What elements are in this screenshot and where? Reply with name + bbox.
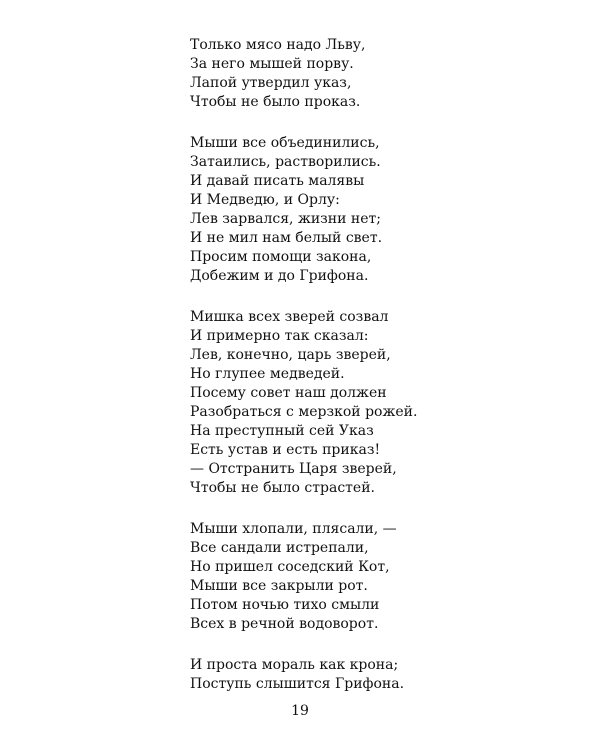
poem-line: Мыши все объединились,: [190, 135, 380, 151]
poem-line: Добежим и до Грифона.: [190, 268, 369, 284]
poem-line: Просим помощи закона,: [190, 249, 372, 265]
poem-line: Всех в речной водоворот.: [190, 616, 379, 632]
stanza-4: [190, 520, 510, 634]
poem-line: Но глупее медведей.: [190, 366, 345, 382]
poem-line: И давай писать малявы: [190, 173, 365, 189]
poem-line: Посему совет наш должен: [190, 385, 387, 401]
poem-line: Затаились, растворились.: [190, 154, 381, 170]
poem-line: Но пришел соседский Кот,: [190, 559, 390, 575]
poem: [190, 36, 510, 716]
poem-line: Есть устав и есть приказ!: [190, 442, 381, 458]
stanza-5: [190, 656, 510, 694]
poem-line: Лев зарвался, жизни нет;: [190, 211, 381, 227]
poem-line: И Медведю, и Орлу:: [190, 192, 340, 208]
poem-line: За него мышей порву.: [190, 56, 354, 72]
poem-line: Чтобы не было проказ.: [190, 94, 361, 110]
poem-line: Чтобы не было страстей.: [190, 480, 375, 496]
poem-line: Поступь слышится Грифона.: [190, 676, 405, 692]
poem-line: И примерно так сказал:: [190, 328, 369, 344]
poem-line: Потом ночью тихо смыли: [190, 597, 380, 613]
poem-line: Лапой утвердил указ,: [190, 75, 352, 91]
poem-line: Мыши все закрыли рот.: [190, 578, 368, 594]
poem-line: — Отстранить Царя зверей,: [190, 461, 397, 477]
poem-line: На преступный сей Указ: [190, 423, 374, 439]
poem-line: И проста мораль как крона;: [190, 657, 399, 673]
stanza-2: [190, 134, 510, 286]
poem-line: Мыши хлопали, плясали, —: [190, 521, 397, 537]
poem-line: И не мил нам белый свет.: [190, 230, 383, 246]
poem-line: Лев, конечно, царь зверей,: [190, 347, 391, 363]
poem-line: Мишка всех зверей созвал: [190, 309, 389, 325]
stanza-3: [190, 308, 510, 498]
poem-line: Разобраться с мерзкой рожей.: [190, 404, 418, 420]
poem-line: Все сандали истрепали,: [190, 540, 369, 556]
page-number: 19: [291, 703, 309, 719]
stanza-1: [190, 36, 510, 112]
poem-line: Только мясо надо Льву,: [190, 37, 366, 53]
